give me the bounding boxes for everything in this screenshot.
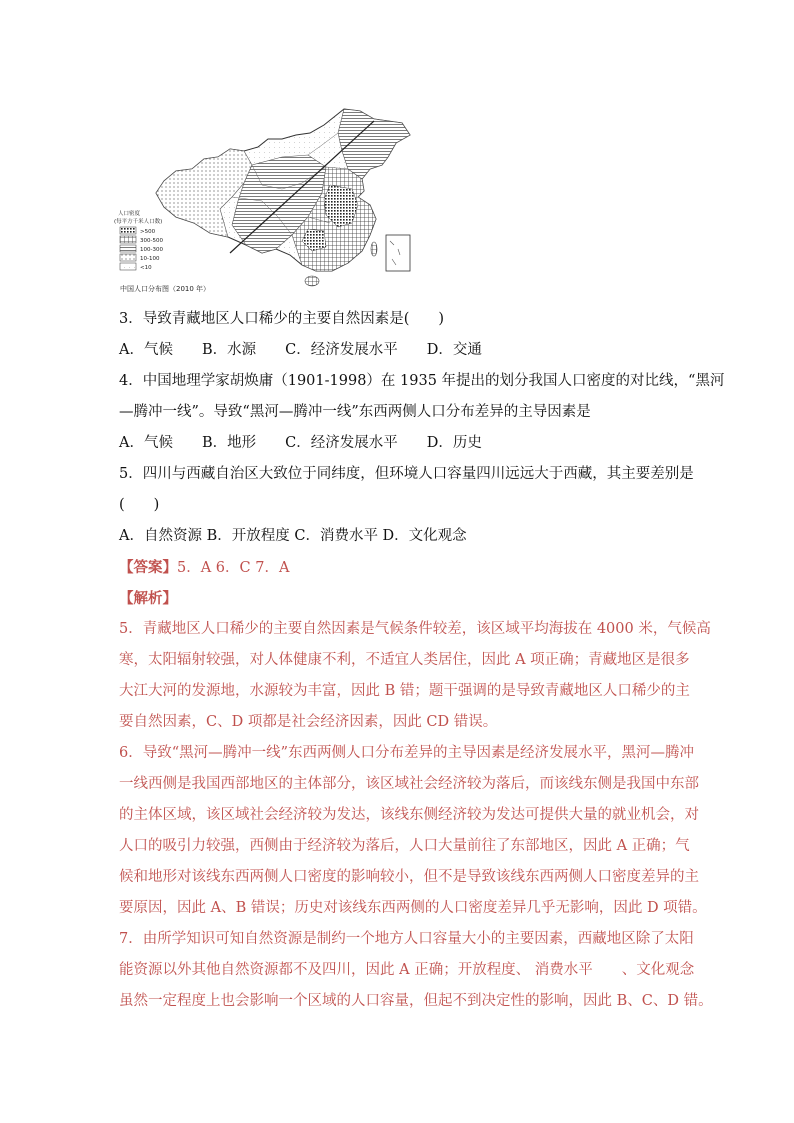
analysis-line: 7．由所学知识可知自然资源是制约一个地方人口容量大小的主要因素，西藏地区除了太阳: [119, 931, 694, 947]
question-5-options: A．自然资源 B．开放程度 C．消费水平 D．文化观念: [119, 528, 467, 544]
analysis-line: 5．青藏地区人口稀少的主要自然因素是气候条件较差，该区域平均海拔在 4000 米，气候高: [119, 621, 711, 637]
question-3-options: A．气候 B．水源 C．经济发展水平 D．交通: [119, 342, 482, 358]
analysis-heading: [119, 583, 679, 614]
map-caption: 中国人口分布图（2010 年）: [120, 285, 211, 293]
answer-line: [119, 552, 679, 583]
south-china-sea-inset: [386, 235, 410, 271]
analysis-line: 要原因，因此 A、B 错误；历史对该线东西两侧的人口密度差异几乎无影响，因此 D 项错。: [119, 900, 707, 916]
question-5-stem-line-1: 5．四川与西藏自治区大致位于同纬度，但环境人口容量四川远远大于西藏，其主要差别是: [119, 466, 694, 482]
analysis-label: 【解析】: [119, 590, 177, 607]
analysis-line: 寒，太阳辐射较强，对人体健康不利，不适宜人类居住，因此 A 项正确；青藏地区是很多: [119, 652, 690, 668]
analysis-line: 候和地形对该线东西两侧人口密度的影响较小，但不是导致该线东西两侧人口密度差异的主: [119, 869, 699, 885]
question-5-stem-line-2: ( ): [119, 497, 160, 513]
legend-item: >500: [140, 229, 156, 235]
question-4-options: A．气候 B．地形 C．经济发展水平 D．历史: [119, 435, 482, 451]
legend-subtitle: (每平方千米人口数): [114, 219, 163, 225]
legend-title: 人口密度: [118, 211, 141, 217]
legend-item: 100-300: [140, 247, 163, 253]
analysis-line: 一线西侧是我国西部地区的主体部分，该区域社会经济较为落后，而该线东侧是我国中东部: [119, 776, 699, 792]
question-4-stem-line-1: 4．中国地理学家胡焕庸（1901-1998）在 1935 年提出的划分我国人口密度的对比线，“黑河: [119, 373, 725, 389]
answer-text: 5．A 6．C 7．A: [177, 560, 290, 576]
map-svg: [112, 105, 412, 295]
analysis-line: 6．导致“黑河—腾冲一线”东西两侧人口分布差异的主导因素是经济发展水平，黑河—腾冲: [119, 745, 695, 761]
document-body: [119, 304, 725, 1017]
legend-item: <10: [140, 265, 152, 271]
analysis-line: 虽然一定程度上也会影响一个区域的人口容量，但起不到决定性的影响，因此 B、C、D 错。: [119, 993, 713, 1009]
legend-item: 300-500: [140, 238, 163, 244]
analysis-line: 大江大河的发源地，水源较为丰富，因此 B 错；题干强调的是导致青藏地区人口稀少的主: [119, 683, 690, 699]
analysis-line: 人口的吸引力较强，西侧由于经济较为落后，人口大量前往了东部地区，因此 A 正确；气: [119, 838, 690, 854]
analysis-line: 要自然因素，C、D 项都是社会经济因素，因此 CD 错误。: [119, 714, 498, 730]
answer-label: 【答案】: [119, 559, 177, 576]
map-legend: [114, 209, 163, 271]
china-population-map: [112, 105, 412, 295]
question-4-stem-line-2: —腾冲一线”。导致“黑河—腾冲一线”东西两侧人口分布差异的主导因素是: [119, 404, 591, 420]
analysis-line: 能资源以外其他自然资源都不及四川，因此 A 正确；开放程度、 消费水平 、文化观念: [119, 962, 695, 978]
legend-item: 10-100: [140, 256, 160, 262]
question-3-stem: 3．导致青藏地区人口稀少的主要自然因素是( ): [119, 311, 445, 327]
analysis-line: 的主体区域，该区域社会经济较为发达，该线东侧经济较为发达可提供大量的就业机会，对: [119, 807, 699, 823]
